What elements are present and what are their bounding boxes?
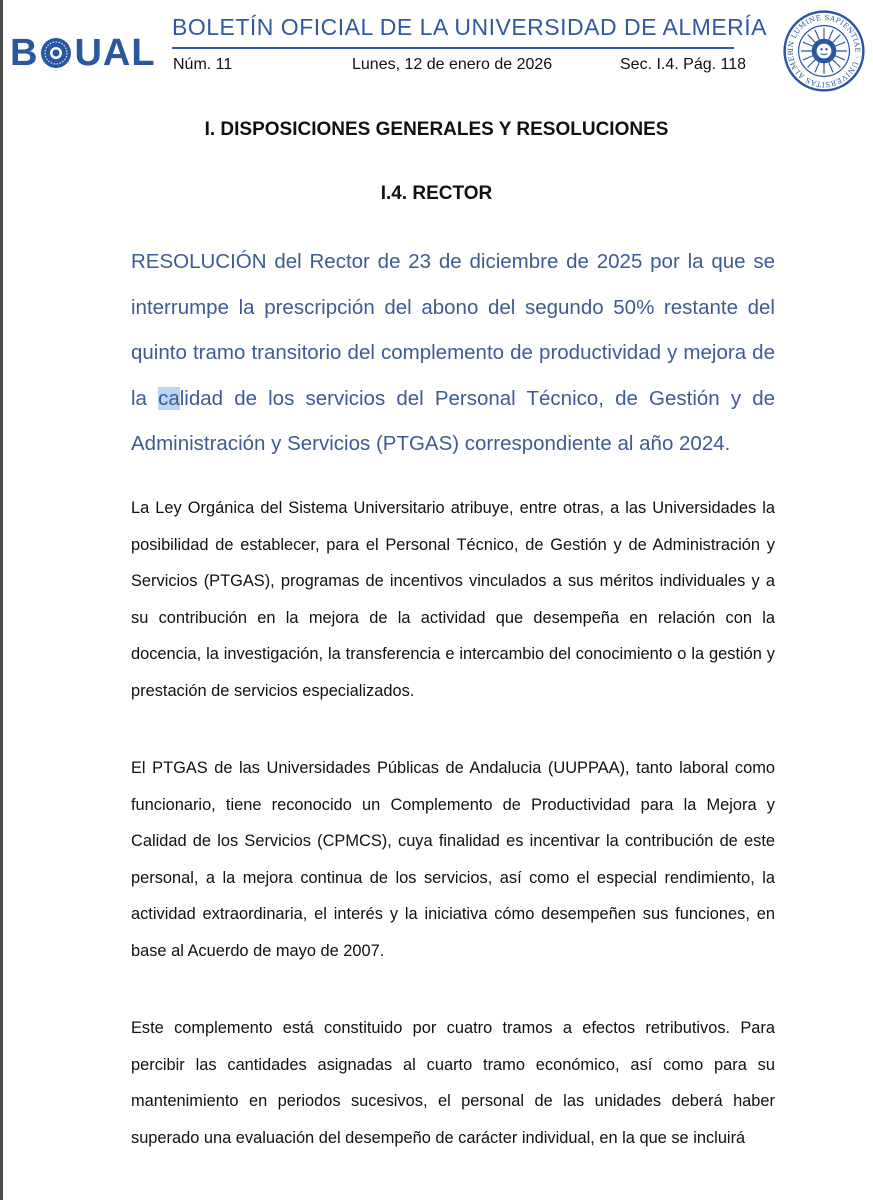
- resolution-text-start: RESOLUCIÓN del Rector de 23 de diciembre de 2025 por la que se interrumpe la prescripción del abono del segundo 50% restante del quinto tramo transitorio del complemento de productividad y mejora de la: [131, 250, 775, 410]
- resolution-text-end: lidad de los servicios del Personal Técnico, de Gestión y de Administración y Servicios (PTGAS) correspondiente al año 2024.: [131, 386, 775, 455]
- university-seal-icon: [783, 10, 865, 92]
- section-heading: I. DISPOSICIONES GENERALES Y RESOLUCIONES: [204, 119, 669, 140]
- paragraph-1: La Ley Orgánica del Sistema Universitario atribuye, entre otras, a las Universidades la posibilidad de establecer, para el Personal Técnico, de Gestión y de Administración y Servicios (PTGAS), programas de incentivos vinculados a sus méritos individuales y a su contribución en la mejora de la actividad que desempeña en relación con la docencia, la investigación, la transferencia e intercambio del conocimiento o la gestión y prestación de servicios especializados.: [131, 499, 775, 700]
- resolution-title: [131, 239, 775, 467]
- issue-number: Núm. 11: [173, 56, 233, 73]
- page-left-edge: [0, 0, 3, 1200]
- paragraph-2: El PTGAS de las Universidades Públicas de Andalucia (UUPPAA), tanto laboral como funcionario, tiene reconocido un Complemento de Productividad para la Mejora y Calidad de los Servicios (CPMCS), cuya finalidad es incentivar la contribución de este personal, a la mejora continua de los servicios, así como el especial rendimiento, la actividad extraordinaria, el interés y la iniciativa cómo desempeñen sus funciones, en base al Acuerdo de mayo de 2007.: [131, 759, 775, 960]
- paragraph-3: Este complemento está constituido por cuatro tramos a efectos retributivos. Para percibir las cantidades asignadas al cuarto tramo económico, así como para su mantenimiento en periodos sucesivos, el personal de las unidades deberá haber superado una evaluación del desempeño de carácter individual, en la que se incluirá: [131, 1019, 775, 1147]
- issue-date: Lunes, 12 de enero de 2026: [352, 56, 553, 73]
- header-divider: [172, 47, 734, 49]
- subsection-heading: I.4. RECTOR: [380, 183, 493, 204]
- section-page: Sec. I.4. Pág. 118: [620, 56, 747, 73]
- bulletin-title: BOLETÍN OFICIAL DE LA UNIVERSIDAD DE ALMERÍA: [172, 14, 768, 40]
- boual-logo: [10, 32, 156, 74]
- logo-seal-icon: [40, 37, 72, 69]
- seal-motto: IN LUMINE SAPIENTIAE · UNIVERSITAS ALMER: [785, 12, 863, 90]
- logo-letter-b: B: [10, 32, 39, 74]
- text-selection-highlight: ca: [158, 386, 180, 410]
- logo-letters-ual: UAL: [74, 32, 156, 74]
